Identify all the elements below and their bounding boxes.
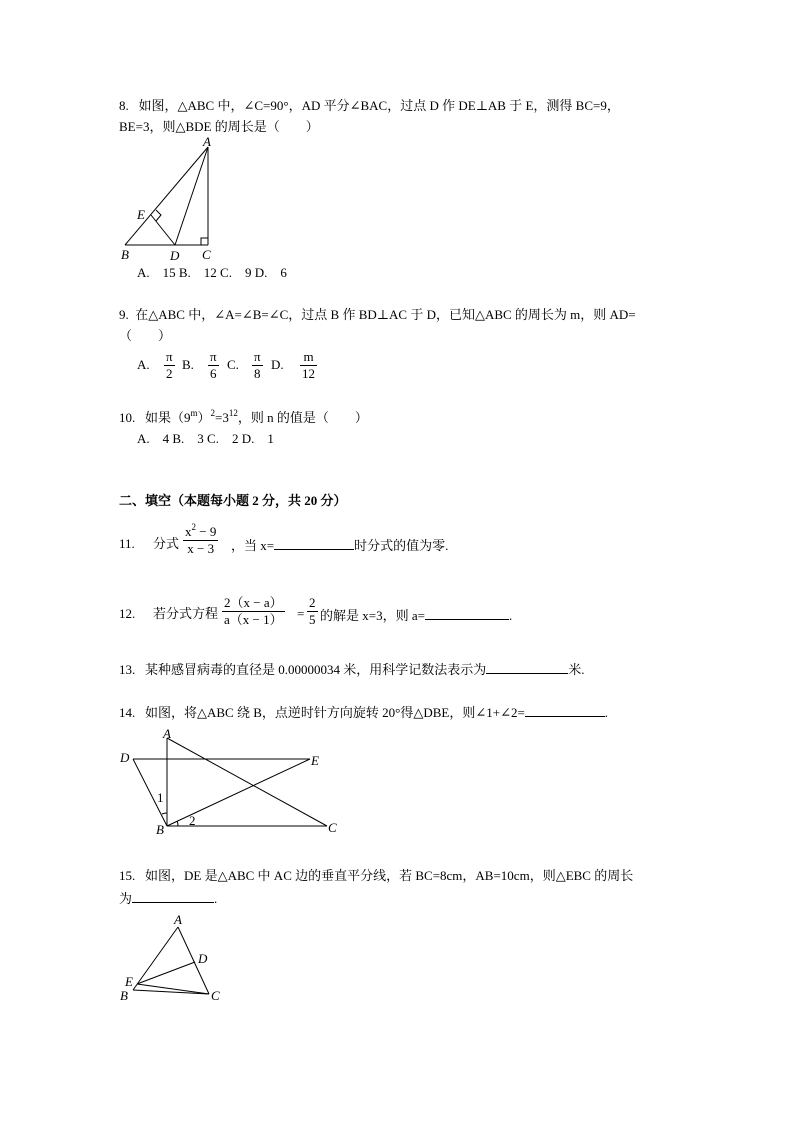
- q14-answer-blank[interactable]: [525, 703, 605, 717]
- q14-label-c: C: [328, 820, 337, 835]
- q9-choice-c-label: C.: [227, 357, 239, 372]
- q8-segment-ad: [175, 147, 208, 245]
- q8-stem-line1: 如图，△ABC 中，∠C=90°，AD 平分∠BAC，过点 D 作 DE⊥AB 于 E，测得 BC=9，: [138, 98, 620, 113]
- q9-fraction-c-den: 8: [254, 366, 261, 381]
- q11-answer-line: ，当 x= 时分式的值为零.: [231, 538, 449, 553]
- q8-label-d: D: [170, 248, 180, 263]
- q12-fraction-right: [307, 595, 318, 628]
- q12-fraction-right-den: 5: [309, 612, 316, 627]
- q9-fraction-d-den: 12: [302, 366, 315, 381]
- q10-number: 10.: [119, 410, 136, 425]
- q9-fraction-a: [164, 349, 175, 382]
- q15-label-b: B: [120, 988, 128, 1003]
- q11-prefix: 分式: [153, 536, 180, 551]
- q9-fraction-a-num: π: [166, 349, 173, 364]
- q8-figure: [115, 134, 225, 263]
- q12-number: 12.: [119, 606, 136, 621]
- q9-fraction-c-num: π: [254, 349, 261, 364]
- q8-label-c: C: [202, 247, 211, 262]
- q9-fraction-d-num: m: [300, 349, 317, 366]
- q13-answer-blank[interactable]: [486, 660, 568, 674]
- q8-stem-line2: BE=3，则△BDE 的周长是（ ）: [119, 119, 319, 134]
- q14-number: 14.: [119, 705, 136, 720]
- q14-angle-2-arc: [177, 821, 178, 826]
- q10-choices: A. 4 B. 3 C. 2 D. 1: [137, 431, 274, 446]
- q8-right-angle-e: [156, 210, 161, 221]
- q8-number: 8.: [119, 98, 129, 113]
- q14-angle-1-arc: [162, 813, 167, 814]
- q8-label-e: E: [137, 207, 145, 222]
- q9-line1: [119, 307, 636, 323]
- q14-figure: [115, 726, 355, 841]
- q15-line1: 15. 如图，DE 是△ABC 中 AC 边的垂直平分线，若 BC=8cm，AB=10cm，则△EBC 的周长: [119, 868, 634, 883]
- q12-prefix: 若分式方程: [153, 606, 219, 621]
- q11-answer-blank[interactable]: [274, 536, 354, 550]
- q13-stem: 13. 某种感冒病毒的直径是 0.00000034 米，用科学记数法表示为 米.: [119, 662, 585, 677]
- q12-fraction-left-num: 2（x − a）: [224, 595, 283, 610]
- q11-fraction-num: $x^2 - 9$: [185, 522, 217, 539]
- section2-title: 二、填空（本题每小题 2 分，共 20 分）: [119, 493, 347, 508]
- q9-fraction-b: [208, 349, 219, 382]
- q9-fraction-c: [252, 349, 263, 382]
- q12-answer-blank[interactable]: [425, 606, 509, 620]
- q9-number: 9.: [119, 307, 129, 322]
- q12-fraction-left-den: a（x − 1）: [224, 612, 283, 627]
- q9-choice-b-label: B.: [182, 357, 194, 372]
- q9-fraction-d: [300, 349, 317, 382]
- q9-stem-line2: （ ）: [119, 328, 172, 343]
- q8-label-a: A: [203, 134, 211, 149]
- q14-label-1: 1: [157, 790, 164, 805]
- q8-segment-de: [151, 215, 175, 245]
- q15-answer-blank[interactable]: [132, 889, 214, 903]
- q9-choice-a-label: A.: [137, 357, 150, 372]
- q10-stem: 10. 如果$(9^m)^2=3^{12}$，则 n 的值是（ ）: [119, 408, 368, 425]
- q15-figure: [115, 912, 235, 1007]
- q15-number: 15.: [119, 868, 136, 883]
- q12-equals: =: [297, 606, 305, 621]
- q9-fraction-b-num: π: [210, 349, 217, 364]
- q12-fraction-right-num: 2: [309, 595, 316, 610]
- q14-label-b: B: [156, 822, 164, 837]
- q9-stem-line1: 在△ABC 中，∠A=∠B=∠C，过点 B 作 BD⊥AC 于 D，已知△ABC 的周长为 m，则 AD=: [135, 307, 636, 322]
- q14-label-e: E: [311, 753, 319, 768]
- q15-label-d: D: [198, 951, 208, 966]
- q15-label-e: E: [125, 974, 133, 989]
- q15-segment-ab: [133, 927, 178, 990]
- q9-fraction-a-den: 2: [166, 366, 173, 381]
- q8-label-b: B: [121, 247, 129, 262]
- q8-right-angle-c: [201, 238, 208, 245]
- q14-label-2: 2: [189, 813, 196, 828]
- q8-segment-ab: [125, 147, 208, 245]
- q11-number: 11.: [119, 536, 135, 551]
- q8-line1: [119, 98, 620, 114]
- q14-label-d: D: [120, 750, 130, 765]
- q15-line2: 为 .: [119, 891, 218, 906]
- q15-label-a: A: [174, 912, 182, 927]
- q9-choice-d-label: D.: [271, 357, 284, 372]
- q9-fraction-b-den: 6: [210, 366, 217, 381]
- q12-fraction-left: [222, 595, 285, 628]
- q13-number: 13.: [119, 662, 136, 677]
- q12-answer-line: 的解是 x=3，则 a= .: [320, 608, 513, 623]
- q11-fraction-den: x − 3: [187, 541, 215, 556]
- q8-choices: A. 15 B. 12 C. 9 D. 6: [137, 265, 287, 280]
- q14-stem: 14. 如图，将△ABC 绕 B，点逆时针方向旋转 20°得△DBE，则∠1+∠2= .: [119, 705, 609, 720]
- q11-fraction: [183, 524, 218, 557]
- q14-label-a: A: [163, 726, 171, 741]
- q15-label-c: C: [211, 988, 220, 1003]
